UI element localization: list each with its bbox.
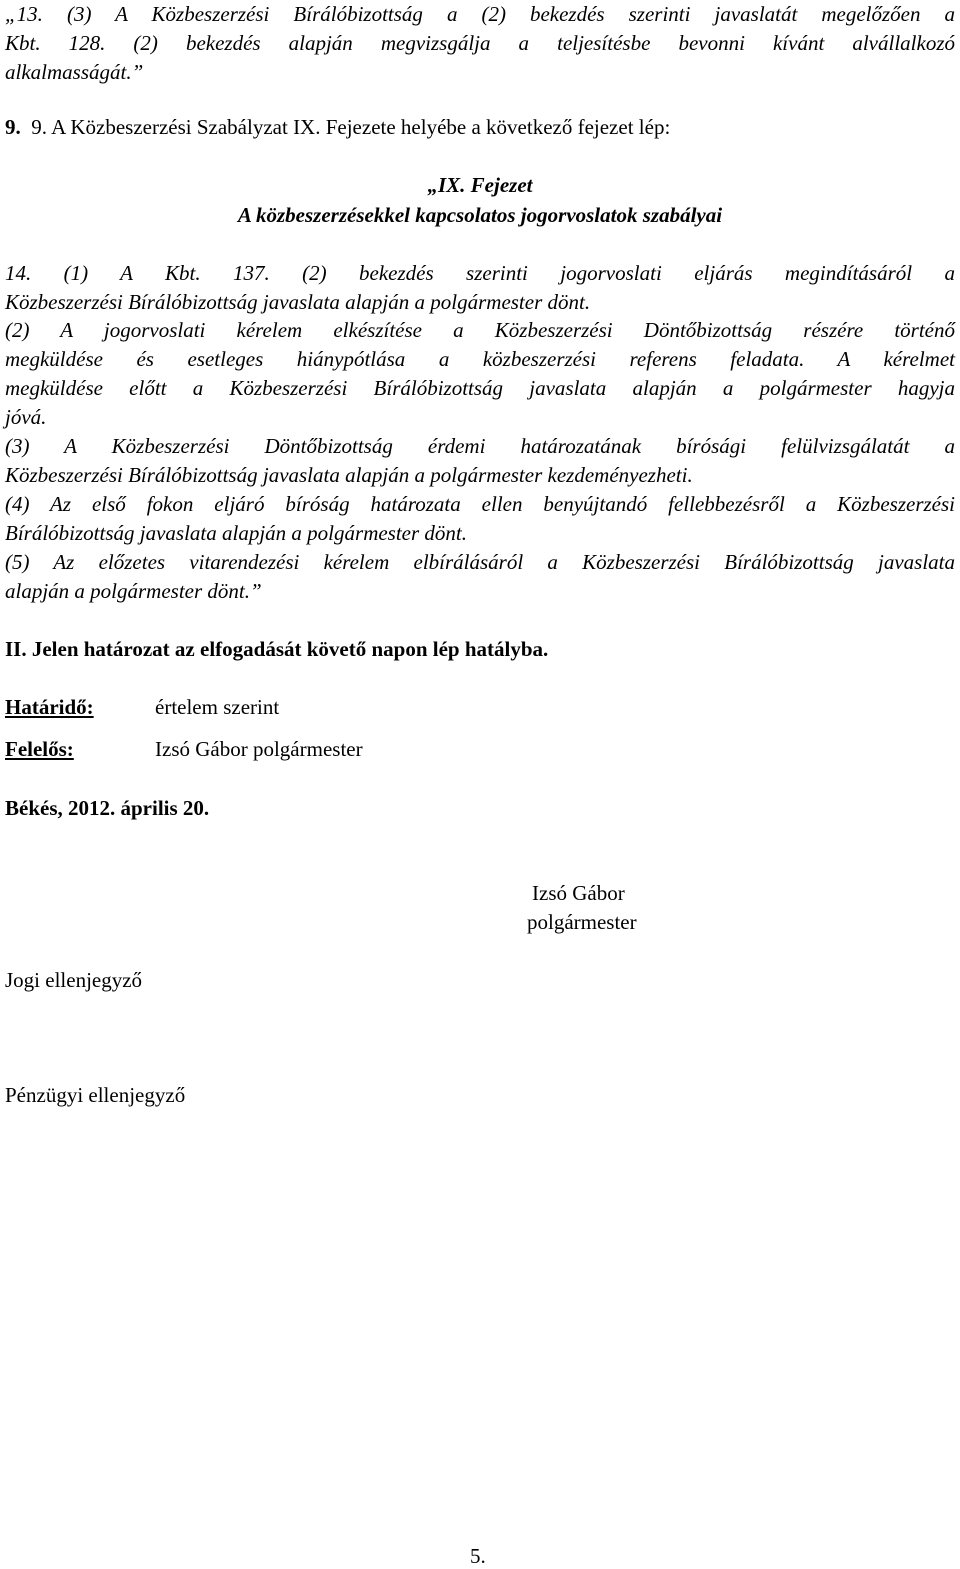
section14-p4-line2: Bírálóbizottság javaslata alapján a polgármester dönt. [5,521,468,545]
page-number: 5. [470,1544,486,1568]
deadline-label: Határidő: [5,695,94,719]
section14-p3-line1: (3) A Közbeszerzési Döntőbizottság érdemi határozatának bírósági felülvizsgálatát a [5,434,955,458]
chapter-title: „IX. Fejezet [427,173,533,197]
chapter-subtitle: A közbeszerzésekkel kapcsolatos jogorvoslatok szabályai [237,203,723,227]
document-date: Békés, 2012. április 20. [5,796,210,820]
section14-p2-line4: jóvá. [5,405,47,429]
section13-line2: Kbt. 128. (2) bekezdés alapján megvizsgálja a teljesítésbe bevonni kívánt alvállalkozó [5,31,955,55]
responsible-value: Izsó Gábor polgármester [155,737,363,761]
section14-p4-line1: (4) Az első fokon eljáró bíróság határozata ellen benyújtandó fellebbezésről a Közbeszerzési [5,492,955,516]
section-ii-text: II. Jelen határozat az elfogadását követő napon lép hatályba. [5,637,549,661]
financial-countersign-label: Pénzügyi ellenjegyző [5,1083,186,1107]
section9-heading: 9. 9. A Közbeszerzési Szabályzat IX. Fejezete helyébe a következő fejezet lép: [5,115,671,139]
section13-line1: „13. (3) A Közbeszerzési Bírálóbizottság a (2) bekezdés szerinti javaslatát megelőzően a [5,2,955,26]
section13-line3: alkalmasságát.” [5,60,144,84]
responsible-label: Felelős: [5,737,74,761]
signatory-title: polgármester [527,910,637,934]
section14-p1-line1: 14. (1) A Kbt. 137. (2) bekezdés szerinti jogorvoslati eljárás megindításáról a [5,261,955,285]
section14-p5-line2: alapján a polgármester dönt.” [5,579,262,603]
section14-p2-line1: (2) A jogorvoslati kérelem elkészítése a Közbeszerzési Döntőbizottság részére történő [5,318,955,342]
section14-p2-line3: megküldése előtt a Közbeszerzési Bírálóbizottság javaslata alapján a polgármester hagyja [5,376,955,400]
section14-p2-line2: megküldése és esetleges hiánypótlása a közbeszerzési referens feladata. A kérelmet [5,347,955,371]
section14-p5-line1: (5) Az előzetes vitarendezési kérelem elbírálásáról a Közbeszerzési Bírálóbizottság javaslata [5,550,955,574]
section9-text: 9. A Közbeszerzési Szabályzat IX. Fejezete helyébe a következő fejezet lép: [31,115,671,139]
signatory-name: Izsó Gábor [532,881,625,905]
deadline-value: értelem szerint [155,695,280,719]
legal-countersign-label: Jogi ellenjegyző [5,968,143,992]
section14-p3-line2: Közbeszerzési Bírálóbizottság javaslata alapján a polgármester kezdeményezheti. [5,463,693,487]
section14-p1-line2: Közbeszerzési Bírálóbizottság javaslata alapján a polgármester dönt. [5,290,591,314]
